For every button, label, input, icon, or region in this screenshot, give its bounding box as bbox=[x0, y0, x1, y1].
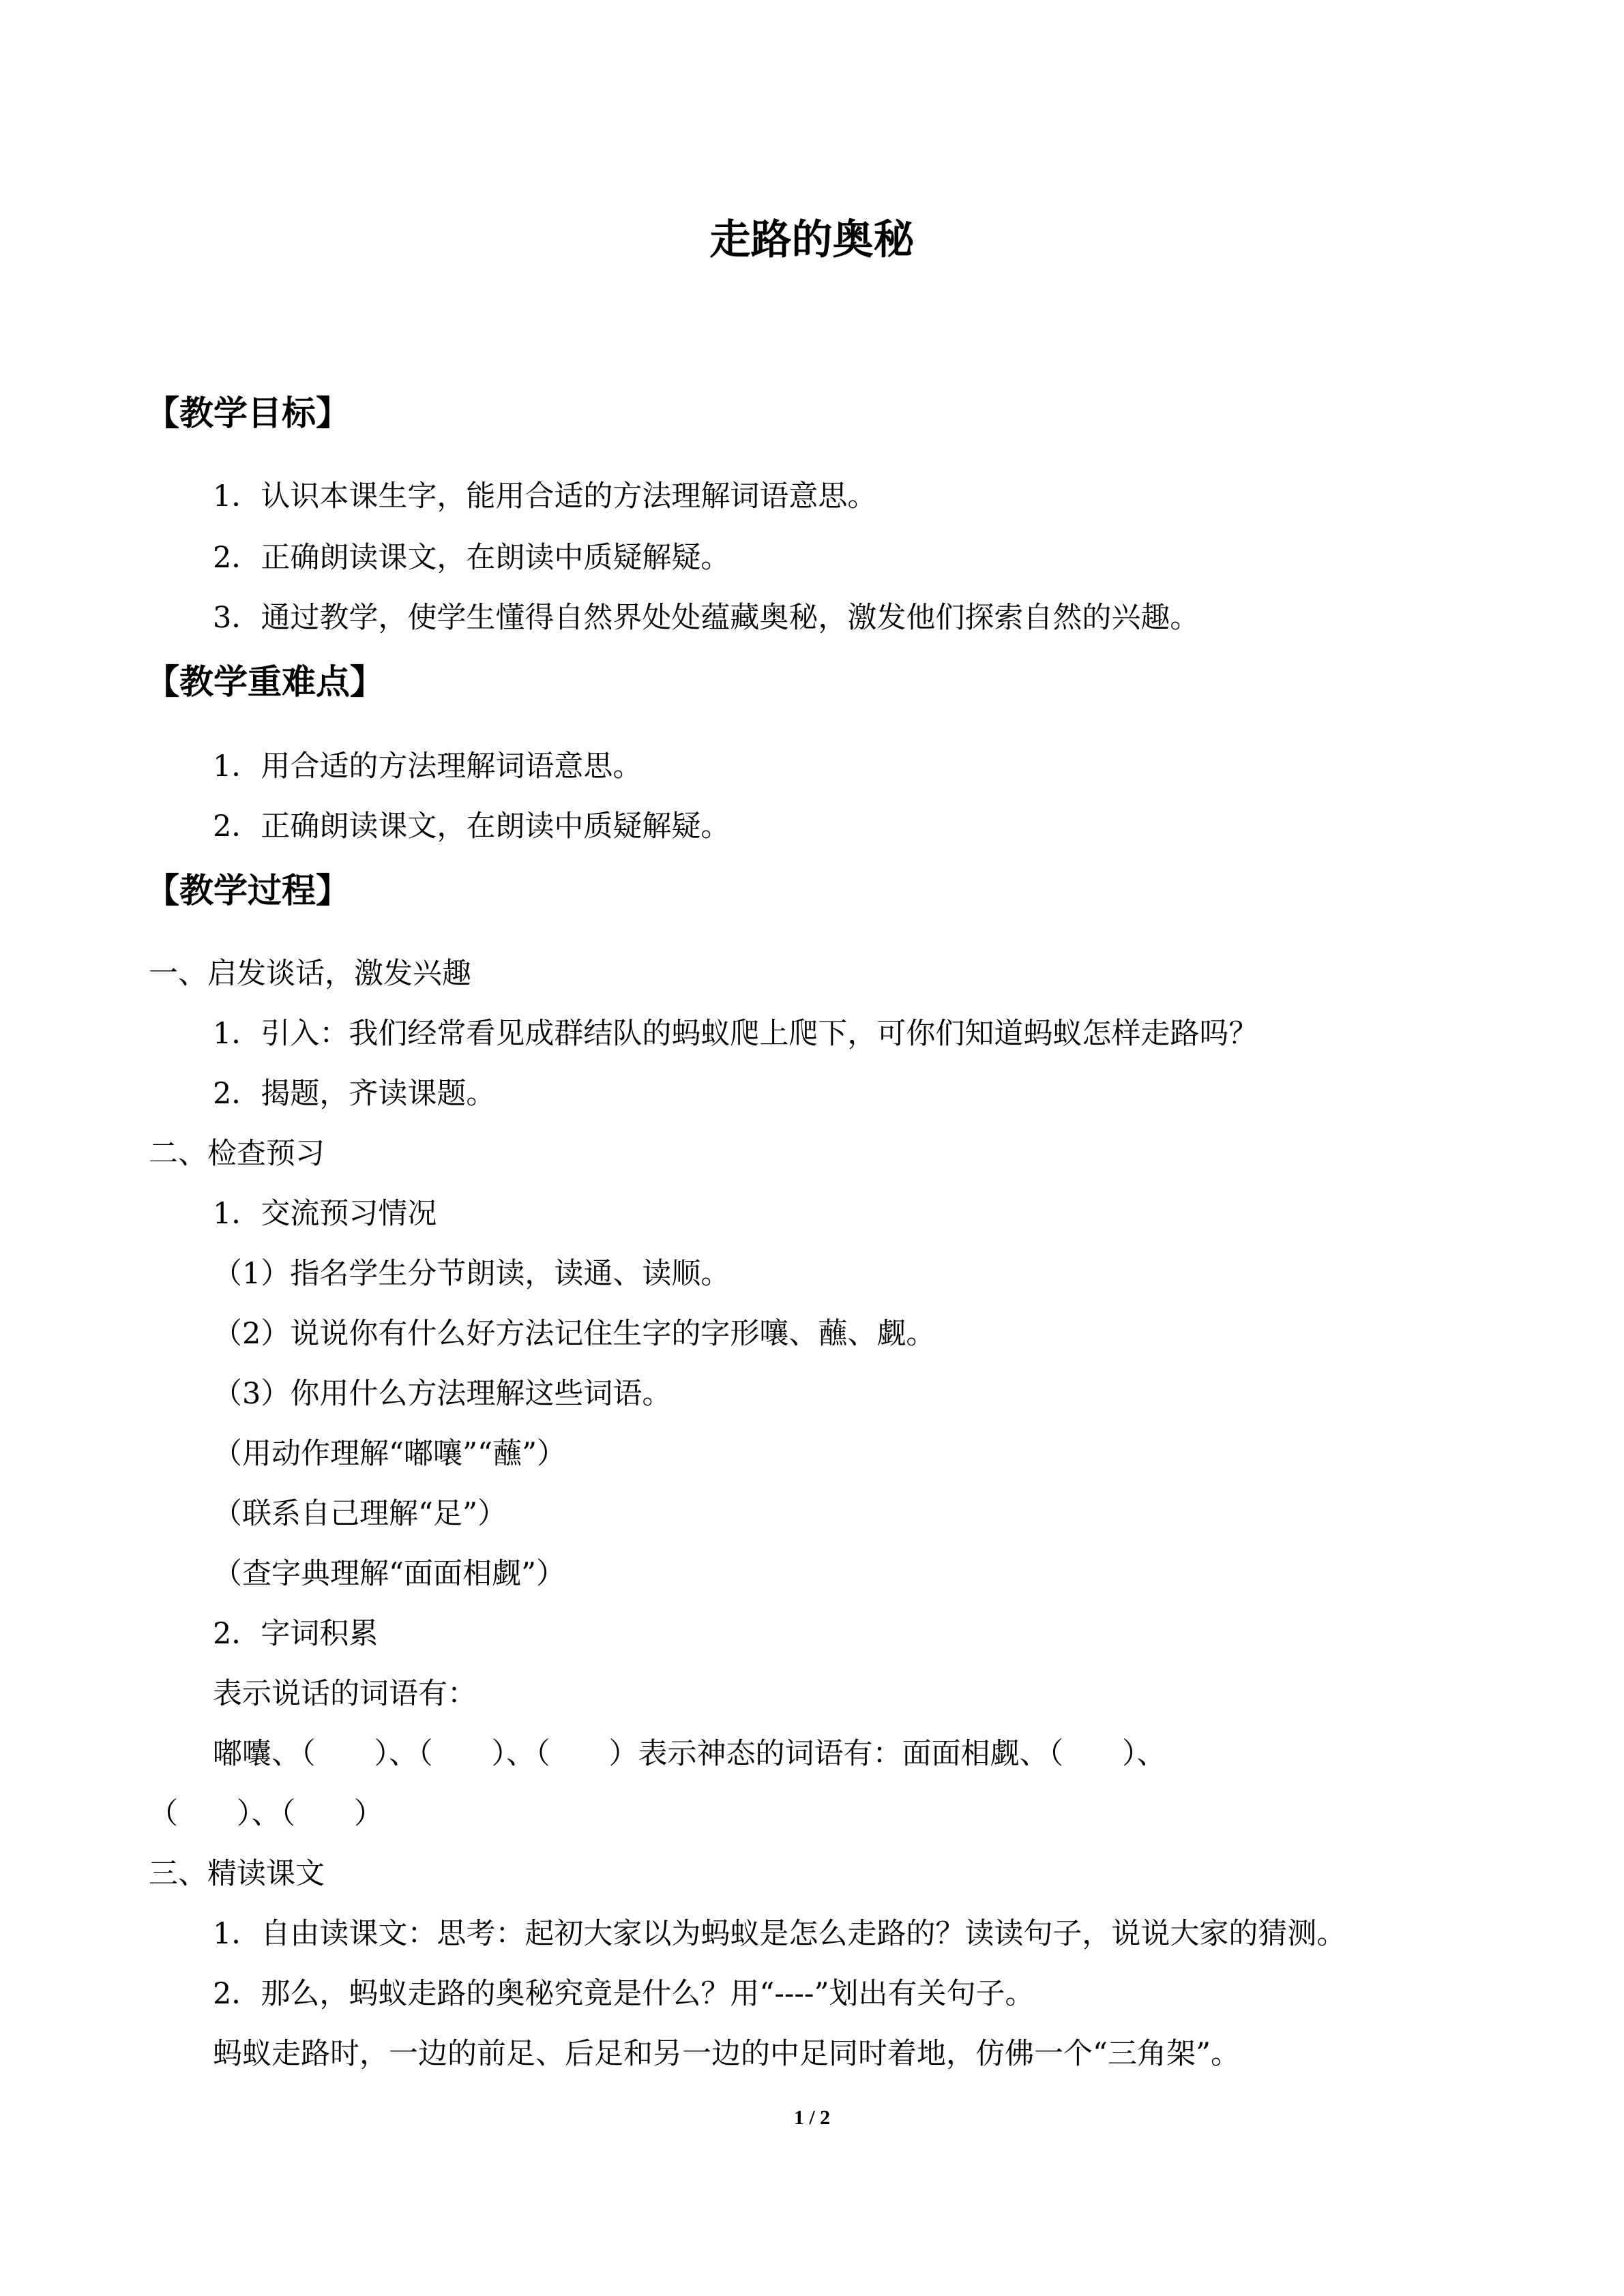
process-item: 2．揭题，齐读课题。 bbox=[213, 1077, 496, 1111]
process-subitem: （用动作理解“嘟嚷”“蘸”） bbox=[213, 1437, 566, 1471]
process-part-title: 三、精读课文 bbox=[149, 1857, 325, 1891]
goal-item: 2．正确朗读课文，在朗读中质疑解疑。 bbox=[213, 541, 730, 575]
page-number: 1 / 2 bbox=[793, 2106, 831, 2129]
key-point-item: 2．正确朗读课文，在朗读中质疑解疑。 bbox=[213, 809, 730, 844]
process-item: 2．字词积累 bbox=[213, 1617, 379, 1651]
speech-words-label: 表示说话的词语有： bbox=[213, 1677, 477, 1711]
key-point-item: 1．用合适的方法理解词语意思。 bbox=[213, 749, 643, 784]
goal-item: 1．认识本课生字，能用合适的方法理解词语意思。 bbox=[213, 479, 877, 513]
section-heading-process: 【教学过程】 bbox=[145, 871, 350, 910]
process-part-title: 一、启发谈话，激发兴趣 bbox=[149, 957, 471, 991]
process-subitem: （1）指名学生分节朗读，读通、读顺。 bbox=[213, 1257, 730, 1291]
section-heading-goals: 【教学目标】 bbox=[145, 393, 350, 433]
goal-item: 3．通过教学，使学生懂得自然界处处蕴藏奥秘，激发他们探索自然的兴趣。 bbox=[213, 601, 1200, 635]
process-item: 1．自由读课文：思考：起初大家以为蚂蚁是怎么走路的？读读句子，说说大家的猜测。 bbox=[213, 1917, 1346, 1951]
process-subitem: （3）你用什么方法理解这些词语。 bbox=[213, 1377, 672, 1411]
process-item: 1．引入：我们经常看见成群结队的蚂蚁爬上爬下，可你们知道蚂蚁怎样走路吗？ bbox=[213, 1017, 1258, 1051]
fill-blank-line: （ ）、（ ） bbox=[149, 1797, 383, 1831]
process-subitem: （2）说说你有什么好方法记住生字的字形嚷、蘸、觑。 bbox=[213, 1317, 936, 1351]
process-subitem: （联系自己理解“足”） bbox=[213, 1497, 507, 1531]
process-item: 2．那么，蚂蚁走路的奥秘究竟是什么？用“----”划出有关句子。 bbox=[213, 1977, 1035, 2011]
fill-blank-line: 嘟囔、（ ）、（ ）、（ ）表示神态的词语有：面面相觑、（ ）、 bbox=[213, 1737, 1166, 1771]
process-subitem: （查字典理解“面面相觑”） bbox=[213, 1557, 565, 1591]
process-item: 蚂蚁走路时，一边的前足、后足和另一边的中足同时着地，仿佛一个“三角架”。 bbox=[213, 2037, 1240, 2071]
section-heading-key-points: 【教学重难点】 bbox=[145, 662, 384, 702]
process-item: 1．交流预习情况 bbox=[213, 1197, 437, 1231]
document-title: 走路的奥秘 bbox=[709, 216, 915, 264]
process-part-title: 二、检查预习 bbox=[149, 1137, 325, 1171]
